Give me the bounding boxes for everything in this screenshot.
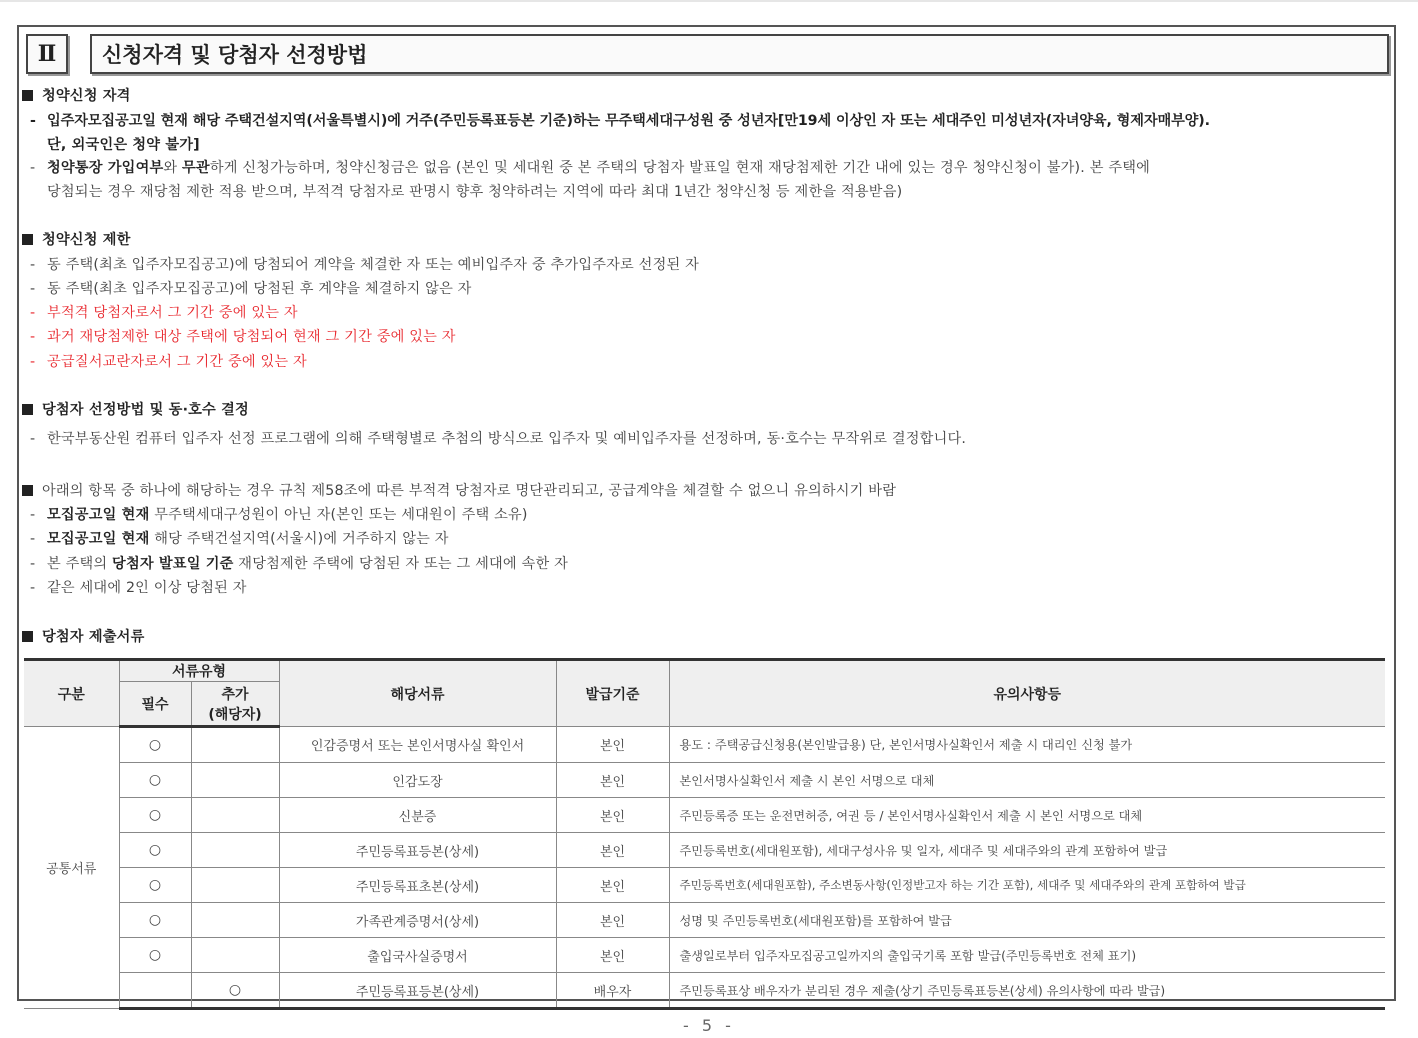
additional-mark <box>191 763 279 798</box>
restriction-item: - 공급질서교란자로서 그 기간 중에 있는 자 <box>30 354 307 370</box>
note-cell: 성명 및 주민등록번호(세대원포함)를 포함하여 발급 <box>669 903 1385 938</box>
issuer-cell: 본인 <box>556 727 669 763</box>
document-name: 주민등록표등본(상세) <box>279 833 556 868</box>
eligibility-item-1: - 입주자모집공고일 현재 해당 주택건설지역(서울특별시)에 거주(주민등록표등본 기준)하는 무주택세대구성원 중 성년자[만19세 이상인 자 또는 세대주인 미성년자(자녀양육, 형제자매부양). <box>30 113 1210 129</box>
section-title-text: 신청자격 및 당첨자 선정방법 <box>102 43 368 67</box>
document-name: 인감증명서 또는 본인서명사실 확인서 <box>279 727 556 763</box>
ineligible-intro: 아래의 항목 중 하나에 해당하는 경우 규칙 제58조에 따른 부적격 당첨자로 명단관리되고, 공급계약을 체결할 수 없으니 유의하시기 바람 <box>22 481 896 501</box>
table-row <box>24 973 1385 1009</box>
additional-mark <box>191 727 279 763</box>
eligibility-item-1-cont: 단, 외국인은 청약 불가] <box>47 137 200 153</box>
required-mark: ○ <box>119 798 191 833</box>
note-cell: 주민등록증 또는 운전면허증, 여권 등 / 본인서명사실확인서 제출 시 본인 서명으로 대체 <box>669 798 1385 833</box>
section-numeral: Ⅱ <box>26 34 68 74</box>
issuer-cell: 본인 <box>556 833 669 868</box>
restriction-item: - 부적격 당첨자로서 그 기간 중에 있는 자 <box>30 305 298 321</box>
restriction-item: - 동 주택(최초 입주자모집공고)에 당첨되어 계약을 체결한 자 또는 예비입주자 중 추가입주자로 선정된 자 <box>30 257 700 273</box>
additional-mark <box>191 798 279 833</box>
additional-mark: ○ <box>191 973 279 1009</box>
header-notes: 유의사항등 <box>669 660 1385 727</box>
additional-mark <box>191 833 279 868</box>
square-bullet-icon <box>22 485 33 496</box>
ineligible-item: - 모집공고일 현재 무주택세대구성원이 아닌 자(본인 또는 세대원이 주택 소유) <box>30 507 528 523</box>
ineligible-item: - 본 주택의 당첨자 발표일 기준 재당첨제한 주택에 당첨된 자 또는 그 세대에 속한 자 <box>30 556 568 572</box>
document-name: 주민등록표등본(상세) <box>279 973 556 1009</box>
issuer-cell: 본인 <box>556 903 669 938</box>
table-row <box>24 938 1385 973</box>
additional-mark <box>191 868 279 903</box>
required-mark: ○ <box>119 903 191 938</box>
eligibility-heading: 청약신청 자격 <box>22 86 131 106</box>
restriction-item: - 동 주택(최초 입주자모집공고)에 당첨된 후 계약을 체결하지 않은 자 <box>30 281 472 297</box>
square-bullet-icon <box>22 404 33 415</box>
table-row <box>24 833 1385 868</box>
selection-item: - 한국부동산원 컴퓨터 입주자 선정 프로그램에 의해 주택형별로 추첨의 방식으로 입주자 및 예비입주자를 선정하며, 동·호수는 무작위로 결정합니다. <box>30 431 967 447</box>
square-bullet-icon <box>22 234 33 245</box>
issuer-cell: 본인 <box>556 938 669 973</box>
note-cell: 주민등록번호(세대원포함), 주소변동사항(인정받고자 하는 기간 포함), 세대주 및 세대주와의 관계 포함하여 발급 <box>669 868 1385 903</box>
eligibility-item-2-cont: 당첨되는 경우 재당첨 제한 적용 받으며, 부적격 당첨자로 판명시 향후 청약하려는 지역에 따라 최대 1년간 청약신청 등 제한을 적용받음) <box>47 184 903 200</box>
issuer-cell: 본인 <box>556 763 669 798</box>
section-title <box>90 34 1389 74</box>
page-number: - 5 - <box>683 1016 735 1035</box>
square-bullet-icon <box>22 631 33 642</box>
required-mark: ○ <box>119 727 191 763</box>
required-mark: ○ <box>119 868 191 903</box>
required-mark: ○ <box>119 938 191 973</box>
header-issuer: 발급기준 <box>556 660 669 727</box>
header-required: 필수 <box>119 682 191 727</box>
table-row <box>24 798 1385 833</box>
documents-table <box>24 658 1385 1010</box>
note-cell: 본인서명사실확인서 제출 시 본인 서명으로 대체 <box>669 763 1385 798</box>
document-name: 출입국사실증명서 <box>279 938 556 973</box>
required-mark: ○ <box>119 763 191 798</box>
header-category: 구분 <box>24 660 119 727</box>
category-cell: 공통서류 <box>24 727 119 1009</box>
table-row <box>24 903 1385 938</box>
header-additional: 추가 (해당자) <box>191 682 279 727</box>
header-document: 해당서류 <box>279 660 556 727</box>
documents-heading: 당첨자 제출서류 <box>22 627 144 647</box>
document-name: 주민등록표초본(상세) <box>279 868 556 903</box>
document-name: 가족관계증명서(상세) <box>279 903 556 938</box>
table-row <box>24 868 1385 903</box>
table-row <box>24 727 1385 763</box>
note-cell: 주민등록표상 배우자가 분리된 경우 제출(상기 주민등록표등본(상세) 유의사항에 따라 발급) <box>669 973 1385 1009</box>
selection-heading: 당첨자 선정방법 및 동·호수 결정 <box>22 400 249 420</box>
ineligible-item: - 같은 세대에 2인 이상 당첨된 자 <box>30 580 247 596</box>
issuer-cell: 본인 <box>556 798 669 833</box>
square-bullet-icon <box>22 90 33 101</box>
restriction-item: - 과거 재당첨제한 대상 주택에 당첨되어 현재 그 기간 중에 있는 자 <box>30 329 456 345</box>
ineligible-item: - 모집공고일 현재 해당 주택건설지역(서울시)에 거주하지 않는 자 <box>30 531 449 547</box>
note-cell: 용도 : 주택공급신청용(본인발급용) 단, 본인서명사실확인서 제출 시 대리인 신청 불가 <box>669 727 1385 763</box>
top-divider <box>0 0 1418 2</box>
issuer-cell: 본인 <box>556 868 669 903</box>
additional-mark <box>191 938 279 973</box>
table-row <box>24 763 1385 798</box>
document-name: 신분증 <box>279 798 556 833</box>
additional-mark <box>191 903 279 938</box>
note-cell: 주민등록번호(세대원포함), 세대구성사유 및 일자, 세대주 및 세대주와의 관계 포함하여 발급 <box>669 833 1385 868</box>
eligibility-item-2: - 청약통장 가입여부와 무관하게 신청가능하며, 청약신청금은 없음 (본인 및 세대원 중 본 주택의 당첨자 발표일 현재 재당첨제한 기간 내에 있는 경우 청약신청이 불가). 본 주택에 <box>30 160 1151 176</box>
restriction-heading: 청약신청 제한 <box>22 230 131 250</box>
note-cell: 출생일로부터 입주자모집공고일까지의 출입국기록 포함 발급(주민등록번호 전체 표기) <box>669 938 1385 973</box>
document-name: 인감도장 <box>279 763 556 798</box>
required-mark: ○ <box>119 833 191 868</box>
required-mark <box>119 973 191 1009</box>
issuer-cell: 배우자 <box>556 973 669 1009</box>
header-type: 서류유형 <box>119 660 279 682</box>
